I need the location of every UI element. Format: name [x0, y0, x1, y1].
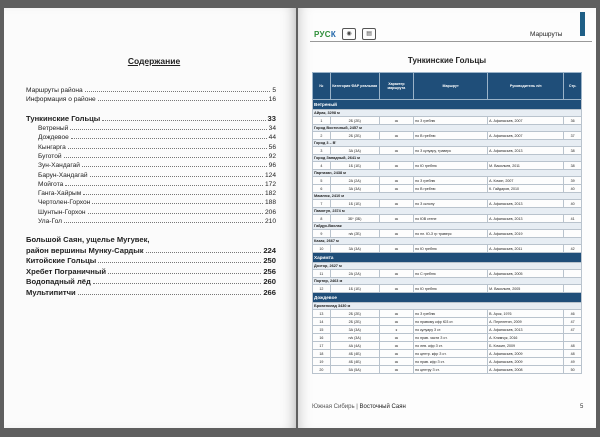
page-title: Тункинские Гольцы	[407, 56, 487, 65]
toc-leader-dots	[78, 294, 262, 295]
table-cell: по кулуару З ст.	[414, 326, 488, 334]
table-cell: по З гребню	[414, 177, 488, 185]
toc-entry-label: Хребет Пограничный	[26, 266, 106, 276]
toc-leader-dots	[68, 148, 267, 149]
table-cell: А. Климчук, 2016	[488, 334, 564, 342]
toc-entry-page: 124	[264, 171, 276, 179]
table-peak-row	[313, 125, 582, 132]
table-cell: по ЮВ стене	[414, 215, 488, 223]
peak-name: Портир, 2463 м	[313, 278, 582, 285]
table-cell: ск	[379, 342, 413, 350]
table-cell: 10	[313, 245, 331, 253]
table-peak-row	[313, 263, 582, 270]
toc-leader-dots	[65, 185, 263, 186]
table-cell: 4	[313, 162, 331, 170]
toc-entry-page: 172	[264, 180, 276, 188]
table-cell: 48	[564, 342, 582, 350]
table-cell: 3А (3А)	[330, 245, 379, 253]
table-cell: 7	[313, 200, 331, 208]
toc-leader-dots	[98, 262, 261, 263]
table-cell: по З гребню	[414, 310, 488, 318]
table-peak-row	[313, 223, 582, 230]
toc-leader-dots	[71, 138, 267, 139]
table-peak-row	[313, 208, 582, 215]
table-cell: ск	[379, 245, 413, 253]
toc-entry[interactable]	[26, 180, 276, 189]
table-cell: А. Афанасьев, 2009	[488, 350, 564, 358]
toc-entry[interactable]	[26, 198, 276, 207]
table-header-cell: Маршрут	[414, 73, 488, 100]
table-row	[313, 215, 582, 223]
toc-entry[interactable]	[26, 171, 276, 180]
toc-entry[interactable]	[26, 217, 276, 226]
table-cell: 2А (2А)	[330, 177, 379, 185]
toc-leader-dots	[64, 157, 267, 158]
toc-leader-dots	[85, 91, 271, 92]
table-cell: 3А (3А)	[330, 185, 379, 193]
table-cell: по В гребню	[414, 185, 488, 193]
table-cell: по З кулуару, траверс	[414, 147, 488, 155]
toc-entry[interactable]	[26, 114, 276, 125]
table-cell: ск	[379, 270, 413, 278]
toc-entry-page: 44	[268, 134, 276, 142]
page-number: 5	[580, 404, 584, 410]
table-cell: ск	[379, 147, 413, 155]
table-cell: А. Афанасьев, 2009	[488, 358, 564, 366]
table-cell: 20	[313, 366, 331, 374]
section-name: Харимта	[313, 253, 582, 263]
table-row	[313, 117, 582, 125]
toc-entry[interactable]	[26, 267, 276, 278]
table-cell: А. Афанасьев, 2013	[488, 200, 564, 208]
peak-name: Город 3 – В'	[313, 140, 582, 147]
table-cell: ск	[379, 185, 413, 193]
table-cell: 4А (4А)	[330, 342, 379, 350]
table-peak-row	[313, 193, 582, 200]
toc-entry-label: Китойские Гольцы	[26, 256, 97, 266]
table-cell: А. Перелетин, 2009	[488, 318, 564, 326]
table-cell: ск	[379, 162, 413, 170]
table-row	[313, 132, 582, 140]
table-cell: 42	[564, 245, 582, 253]
table-cell: 4Б (4Б)	[330, 350, 379, 358]
peak-name: Памятун, 2374 м	[313, 208, 582, 215]
toc-entry-label: Водопадный лёд	[26, 277, 91, 287]
table-cell: 2Б (2Б)	[330, 318, 379, 326]
toc-entry-page: 260	[263, 277, 276, 287]
peak-name: Дозтор, 2627 м	[313, 263, 582, 270]
table-cell: ск	[379, 310, 413, 318]
table-cell: по правому кфр Ю3 ст.	[414, 318, 488, 326]
table-cell: 4Б (4Б)	[330, 358, 379, 366]
toc-leader-dots	[64, 222, 263, 223]
toc-gap	[26, 226, 276, 235]
toc-entry-label: Дождевое	[38, 134, 69, 142]
toc-entry-page: 96	[268, 162, 276, 170]
toc-entry-label: Информация о районе	[26, 96, 96, 104]
toc-entry-label: Мультипитчи	[26, 287, 76, 297]
left-page	[4, 8, 296, 428]
table-row	[313, 318, 582, 326]
toc-leader-dots	[108, 273, 261, 274]
toc-entry-label: Буготой	[38, 152, 62, 160]
table-cell: 1Б (1Б)	[330, 285, 379, 293]
table-peak-row	[313, 155, 582, 162]
toc-entry[interactable]	[26, 246, 276, 257]
toc-entry-page: 56	[268, 143, 276, 151]
table-cell: 16	[313, 334, 331, 342]
section-header: Маршруты	[530, 31, 563, 38]
table-cell: 18	[313, 350, 331, 358]
table-header-cell: Руководитель п/п	[488, 73, 564, 100]
table-cell: по прав. кфр З ст.	[414, 358, 488, 366]
table-cell: 8	[313, 215, 331, 223]
toc-entry[interactable]	[26, 208, 276, 217]
table-cell: А. Афанасьев, 2007	[488, 132, 564, 140]
table-cell: ск	[379, 334, 413, 342]
toc-entry-label: Большой Саян, ущелье Мугувек,	[26, 235, 150, 245]
table-row	[313, 326, 582, 334]
table-peak-row	[313, 238, 582, 245]
table-row	[313, 285, 582, 293]
table-cell: по З склону	[414, 200, 488, 208]
footer-series: Южная Сибирь	[312, 404, 355, 410]
toc-entry-page: 92	[268, 152, 276, 160]
table-cell: 47	[564, 326, 582, 334]
peak-name: Бровенклад 3430 м	[313, 303, 582, 310]
table-cell: 40	[564, 185, 582, 193]
table-cell: 38	[564, 162, 582, 170]
footer-divider: |	[356, 404, 358, 410]
rusk-logo: РУСК	[314, 29, 337, 39]
toc-entry-label: Маршруты района	[26, 87, 83, 94]
table-cell: 1Б (1Б)	[330, 162, 379, 170]
toc-entry-page: 206	[264, 208, 276, 216]
table-header-cell: Стр.	[564, 73, 582, 100]
table-cell: В. Арок, 1976	[488, 310, 564, 318]
toc-entry-label: Ветреный	[38, 125, 69, 133]
toc-entry[interactable]	[26, 133, 276, 142]
toc-entry-label: Шунтын-Горхон	[38, 208, 86, 216]
toc-entry-page: 16	[268, 96, 276, 104]
peak-name: Гайдук-Вахлак	[313, 223, 582, 230]
toc-entry[interactable]	[26, 95, 276, 104]
book-icon: ▤	[362, 28, 376, 40]
toc-entry-page: 188	[264, 199, 276, 207]
peak-name: Город Восточный, 2457 м	[313, 125, 582, 132]
toc-entry[interactable]	[26, 235, 276, 246]
table-row	[313, 200, 582, 208]
table-row	[313, 358, 582, 366]
table-cell: 2А (2А)	[330, 270, 379, 278]
table-cell: 38	[564, 147, 582, 155]
table-cell: ск	[379, 366, 413, 374]
toc-entry-page: 266	[263, 287, 276, 297]
table-row	[313, 245, 582, 253]
table-cell: по Ю гребню	[414, 162, 488, 170]
table-cell: 36	[564, 117, 582, 125]
table-cell: Б. Кочкин, 2009	[488, 342, 564, 350]
table-row	[313, 350, 582, 358]
camera-icon: ◉	[342, 28, 356, 40]
table-cell: ск	[379, 350, 413, 358]
toc-leader-dots	[90, 176, 263, 177]
toc-entry-page: 34	[268, 125, 276, 133]
table-cell: ск	[379, 230, 413, 238]
table-row	[313, 270, 582, 278]
table-cell: н/к (2Б)	[330, 230, 379, 238]
table-cell: А. Афанасьев, 2007	[488, 117, 564, 125]
table-cell: 17	[313, 342, 331, 350]
peak-name: Партизан, 2438 м	[313, 170, 582, 177]
table-peak-row	[313, 110, 582, 117]
table-cell: по Ю гребню	[414, 285, 488, 293]
toc-entry[interactable]	[26, 86, 276, 95]
table-cell: 2Б (2Б)	[330, 117, 379, 125]
table-cell: А. Афанасьев, 2008	[488, 366, 564, 374]
table-cell: 5А (5А)	[330, 366, 379, 374]
table-cell: А. Афанасьев, 2013	[488, 147, 564, 155]
header-divider	[310, 41, 592, 42]
table-cell: 6	[313, 185, 331, 193]
publisher-logos	[314, 28, 376, 40]
toc-entry-label: Кынгарга	[38, 143, 66, 151]
table-cell: 46	[564, 310, 582, 318]
table-cell: А. Кочин, 2007	[488, 177, 564, 185]
toc-leader-dots	[102, 120, 265, 121]
table-row	[313, 230, 582, 238]
toc-entry-page: 5	[272, 87, 276, 94]
table-cell: ск	[379, 177, 413, 185]
table-row	[313, 185, 582, 193]
table-cell	[564, 285, 582, 293]
table-cell: ск	[379, 117, 413, 125]
table-cell: по центр. кфр З ст.	[414, 350, 488, 358]
table-cell: А. Афанасьев, 2005	[488, 270, 564, 278]
table-cell: по З гребню	[414, 117, 488, 125]
table-cell	[564, 230, 582, 238]
table-cell: по пл. Ю-З гр траверс	[414, 230, 488, 238]
peak-name: Казак, 2667 м	[313, 238, 582, 245]
table-cell: 2Б (2Б)	[330, 310, 379, 318]
toc-entry-label: Тункинские Гольцы	[26, 113, 101, 123]
table-header-row	[313, 73, 582, 100]
toc-entry-label: Ула-Гол	[38, 218, 62, 226]
table-header-cell: Категория ФАР реальная	[330, 73, 379, 100]
table-peak-row	[313, 140, 582, 147]
table-cell: М. Васильев, 2011	[488, 162, 564, 170]
table-cell: 50	[564, 366, 582, 374]
table-cell: 9	[313, 230, 331, 238]
table-peak-row	[313, 170, 582, 177]
toc-entry[interactable]	[26, 256, 276, 267]
table-cell	[564, 270, 582, 278]
toc-leader-dots	[98, 100, 267, 101]
table-cell: ск	[379, 215, 413, 223]
table-cell: 2	[313, 132, 331, 140]
toc-entry-label: Барун-Хандагай	[38, 171, 88, 179]
table-cell: 37	[564, 132, 582, 140]
table-cell: н/к (3А)	[330, 334, 379, 342]
table-cell: по прав. части З ст.	[414, 334, 488, 342]
toc-entry[interactable]	[26, 143, 276, 152]
table-cell: 41	[564, 215, 582, 223]
table-header-cell: Характер маршрута	[379, 73, 413, 100]
table-cell: А. Афанасьев, 2013	[488, 326, 564, 334]
table-cell: 3Б* (3Б)	[330, 215, 379, 223]
footer-title	[312, 404, 406, 410]
table-cell: 47	[564, 318, 582, 326]
toc-gap	[26, 105, 276, 114]
table-cell: К. Гайдаров, 2010	[488, 185, 564, 193]
toc-leader-dots	[93, 283, 261, 284]
toc-leader-dots	[82, 166, 267, 167]
table-cell: ск	[379, 318, 413, 326]
table-section-row	[313, 100, 582, 110]
toc-title: Содержание	[127, 56, 181, 66]
table-cell: ск	[379, 285, 413, 293]
table-cell: 14	[313, 318, 331, 326]
toc-entry-page: 256	[263, 266, 276, 276]
table-row	[313, 310, 582, 318]
table-header-cell: №	[313, 73, 331, 100]
toc-entry-page: 33	[267, 113, 276, 123]
table-peak-row	[313, 278, 582, 285]
table-cell: А. Афанасьев, 2011	[488, 245, 564, 253]
table-row	[313, 162, 582, 170]
table-cell: ск	[379, 200, 413, 208]
table-cell: по центру З ст.	[414, 366, 488, 374]
table-cell: 1	[313, 117, 331, 125]
table-cell: 39	[564, 177, 582, 185]
table-row	[313, 342, 582, 350]
table-row	[313, 334, 582, 342]
table-cell: 13	[313, 310, 331, 318]
table-section-row	[313, 293, 582, 303]
toc-leader-dots	[88, 213, 263, 214]
chapter-tab	[580, 12, 585, 36]
toc-entry[interactable]	[26, 161, 276, 170]
toc-entry[interactable]	[26, 189, 276, 198]
toc-entry[interactable]	[26, 277, 276, 288]
toc-entry-label: Зун-Хандагай	[38, 162, 80, 170]
toc-leader-dots	[83, 194, 263, 195]
section-name: Ветреный	[313, 100, 582, 110]
toc-entry-page: 224	[263, 245, 276, 255]
table-cell: по С гребню	[414, 270, 488, 278]
table-cell	[564, 334, 582, 342]
table-cell: 5	[313, 177, 331, 185]
table-cell: 48	[564, 350, 582, 358]
peak-name: Мамлюк, 2410 м	[313, 193, 582, 200]
table-row	[313, 366, 582, 374]
table-cell: А. Афанасьев, 2013	[488, 215, 564, 223]
table-cell: по лев. кфр З ст.	[414, 342, 488, 350]
footer-region: Восточный Саян	[359, 404, 406, 410]
toc-entry-label: Ганга-Хайрым	[38, 190, 82, 198]
table-cell: 12	[313, 285, 331, 293]
table-cell: 1Б (1Б)	[330, 200, 379, 208]
table-cell: 40	[564, 200, 582, 208]
right-page	[298, 8, 596, 428]
table-cell: 3А (3А)	[330, 326, 379, 334]
table-cell: ск	[379, 132, 413, 140]
table-cell: 3	[313, 147, 331, 155]
toc-leader-dots	[70, 129, 266, 130]
table-cell: 15	[313, 326, 331, 334]
table-section-row	[313, 253, 582, 263]
toc-entry-page: 182	[264, 190, 276, 198]
toc-entry[interactable]	[26, 152, 276, 161]
table-cell: по Ю гребню	[414, 245, 488, 253]
table-cell: А. Афанасьев, 2019	[488, 230, 564, 238]
table-row	[313, 177, 582, 185]
table-row	[313, 147, 582, 155]
table-cell: 2Б (2Б)	[330, 132, 379, 140]
table-cell: 49	[564, 358, 582, 366]
toc-entry[interactable]	[26, 288, 276, 299]
peak-name: Город Западный, 2641 м	[313, 155, 582, 162]
section-name: Дождевое	[313, 293, 582, 303]
toc-entry-label: Мойгота	[38, 180, 64, 188]
table-cell: 3А (3А)	[330, 147, 379, 155]
table-of-contents	[26, 86, 276, 298]
table-cell: 11	[313, 270, 331, 278]
table-cell: М. Васильев, 2005	[488, 285, 564, 293]
table-cell: ск	[379, 358, 413, 366]
table-cell: к	[379, 326, 413, 334]
toc-entry-label: Чертолен-Горхон	[38, 199, 91, 207]
routes-table	[312, 72, 582, 374]
toc-entry-label: район вершины Мунку-Сардык	[26, 245, 144, 255]
toc-entry[interactable]	[26, 124, 276, 133]
toc-entry-page: 210	[264, 218, 276, 226]
peak-name: Айрак, 3298 м	[313, 110, 582, 117]
table-cell: по В гребню	[414, 132, 488, 140]
table-peak-row	[313, 303, 582, 310]
table-cell: 19	[313, 358, 331, 366]
toc-entry-page: 250	[263, 256, 276, 266]
toc-leader-dots	[146, 252, 262, 253]
toc-leader-dots	[92, 203, 263, 204]
